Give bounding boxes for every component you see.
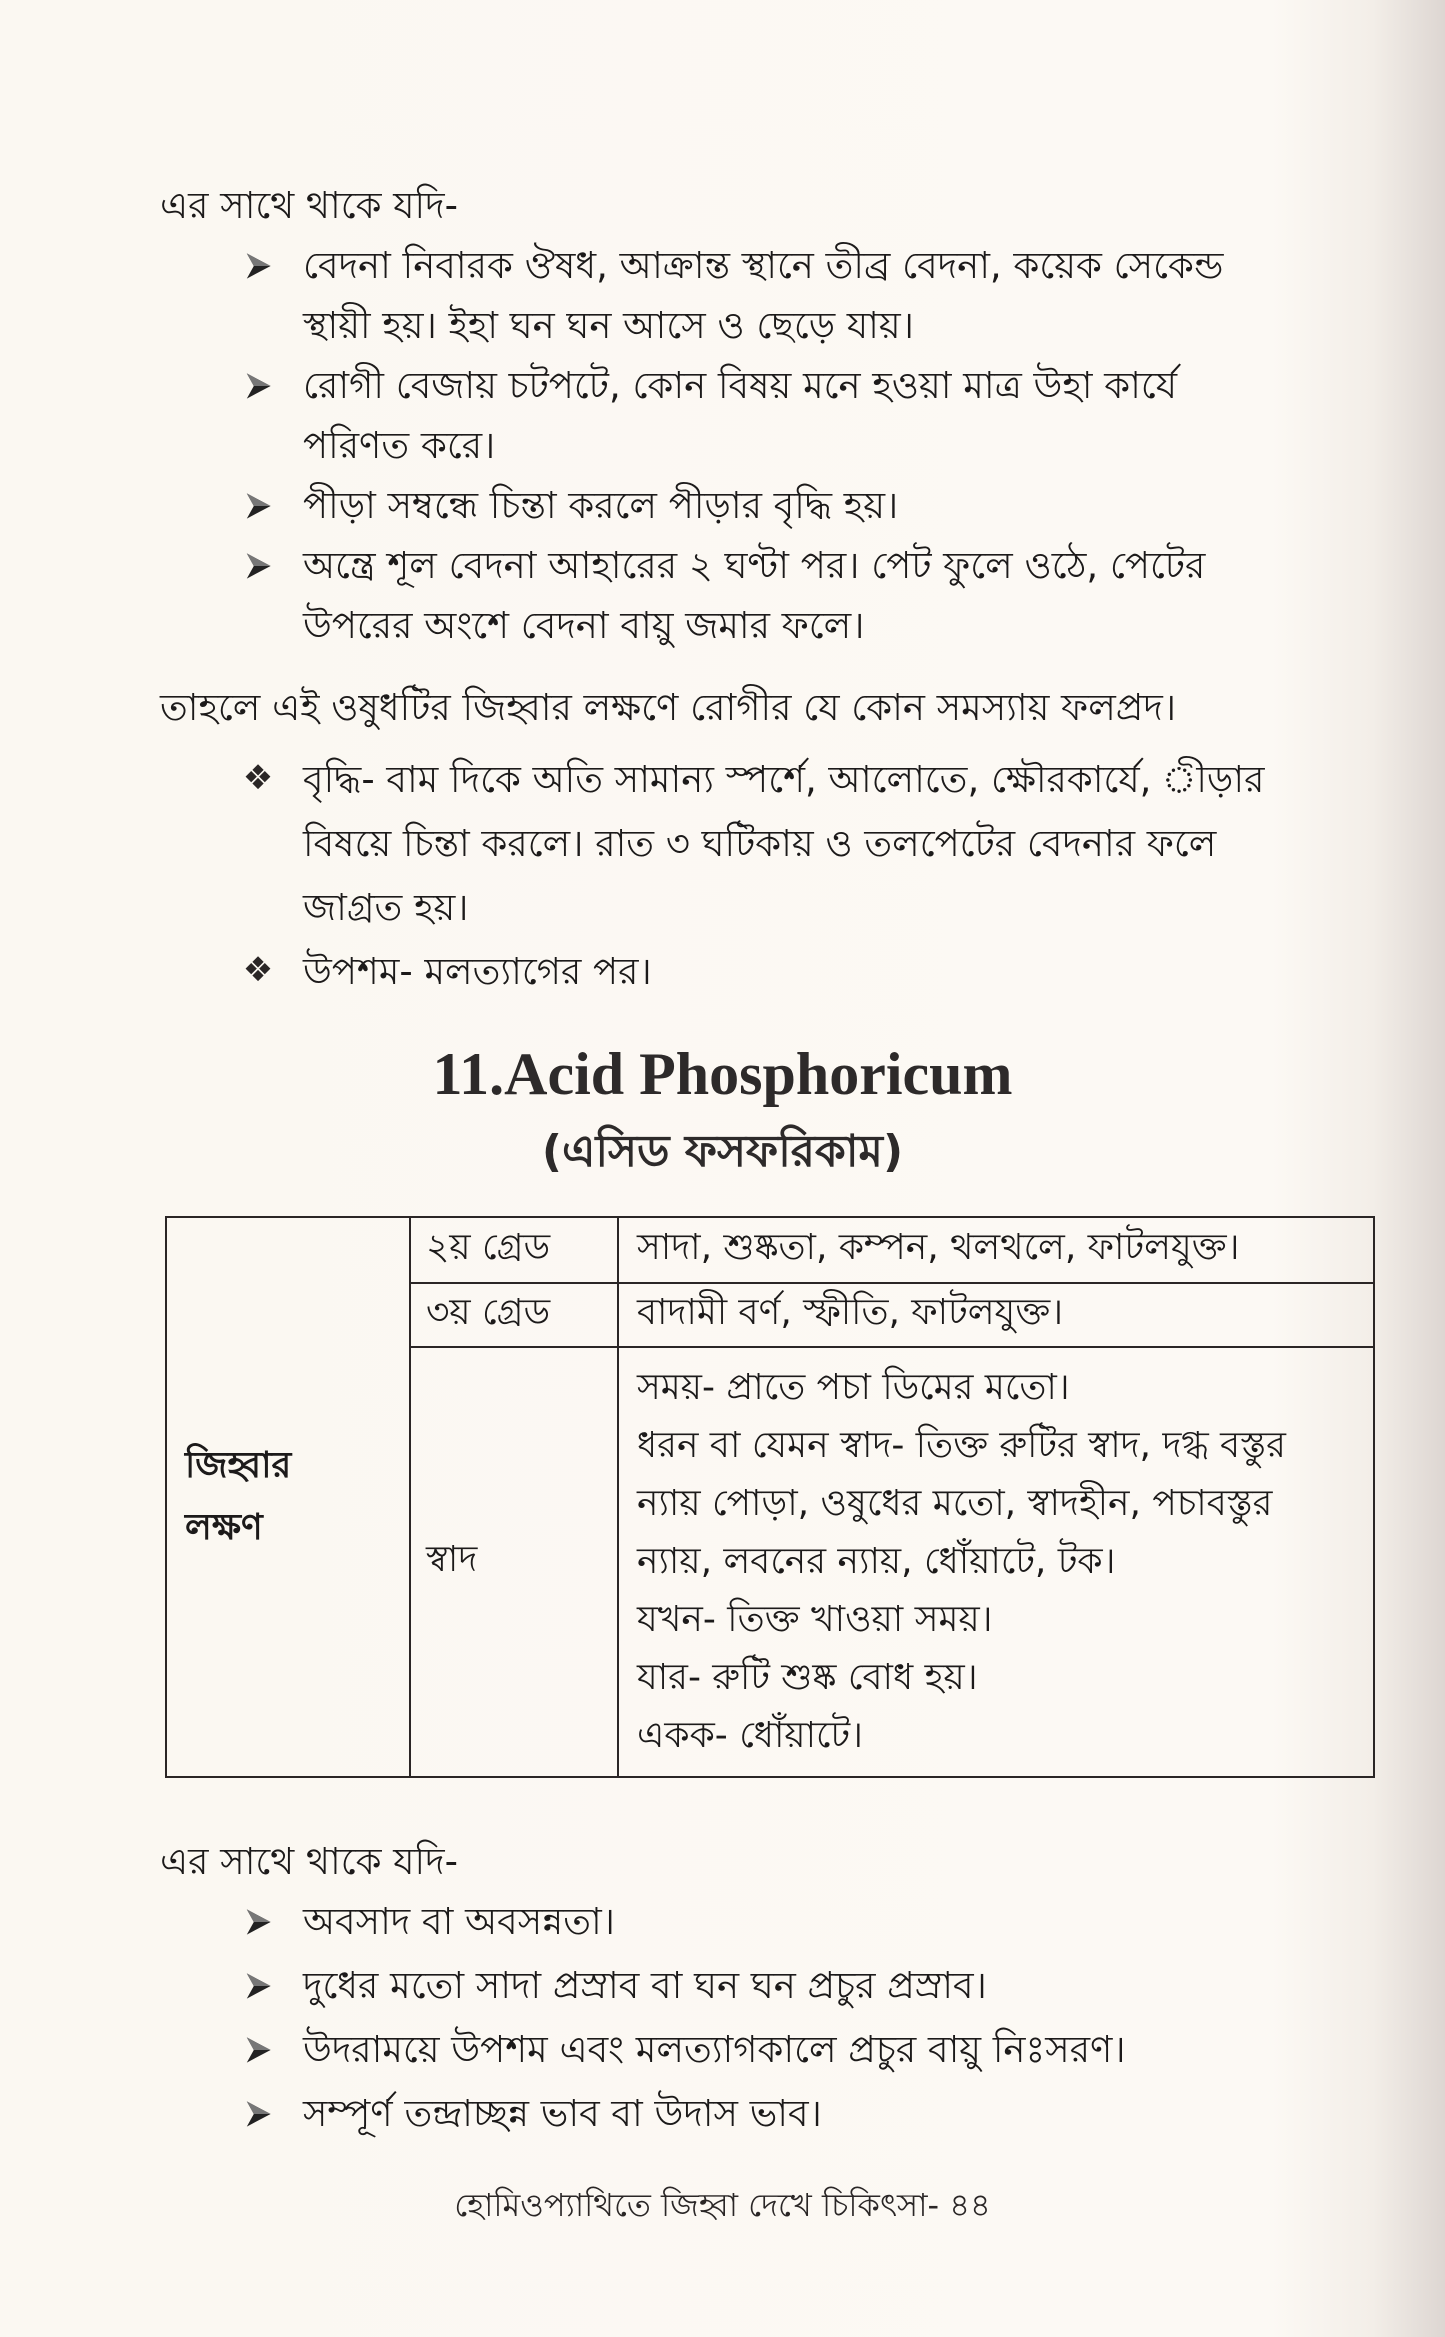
list-item: অন্ত্রে শূল বেদনা আহারের ২ ঘণ্টা পর। পেট ফুলে ওঠে, পেটের উপরের অংশে বেদনা বায়ু জমার ফলে। [160,536,1390,656]
row-header-cell: জিহ্বার লক্ষণ [166,1217,410,1777]
list-item: ❖ উপশম- মলত্যাগের পর। [160,940,1390,1004]
arrow-bullet-icon [238,1890,278,1954]
arrow-bullet-icon [238,2018,278,2082]
symptom-list-top [160,236,1390,656]
list-item: অবসাদ বা অবসন্নতা। [160,1890,1390,1954]
grade-label-cell: ২য় গ্রেড [410,1217,618,1283]
list-item: বেদনা নিবারক ঔষধ, আক্রান্ত স্থানে তীব্র বেদনা, কয়েক সেকেন্ড স্থায়ী হয়। ইহা ঘন ঘন আসে ও ছেড়ে যায়। [160,236,1390,356]
arrow-bullet-icon [238,356,278,416]
arrow-bullet-icon [238,536,278,596]
arrow-bullet-icon [238,476,278,536]
list-item: সম্পূর্ণ তন্দ্রাচ্ছন্ন ভাব বা উদাস ভাব। [160,2082,1390,2146]
tongue-symptom-table [165,1216,1375,1778]
taste-label-cell: স্বাদ [410,1347,618,1777]
section-intro: এর সাথে থাকে যদি- [160,184,458,227]
conclusion-text: তাহলে এই ওষুধটির জিহ্বার লক্ষণে রোগীর যে কোন সমস্যায় ফলপ্রদ। [160,686,1177,729]
list-item: দুধের মতো সাদা প্রস্রাব বা ঘন ঘন প্রচুর প্রস্রাব। [160,1954,1390,2018]
page-footer: হোমিওপ্যাথিতে জিহ্বা দেখে চিকিৎসা- ৪৪ [454,2186,991,2224]
symptom-list-bottom [160,1890,1390,2146]
section-intro: এর সাথে থাকে যদি- [160,1840,458,1883]
arrow-bullet-icon [238,236,278,296]
remedy-title-bengali: (এসিড ফসফরিকাম) [541,1126,904,1177]
list-item: উদরাময়ে উপশম এবং মলত্যাগকালে প্রচুর বায়ু নিঃসরণ। [160,2018,1390,2082]
grade-value-cell: বাদামী বর্ণ, স্ফীতি, ফাটলযুক্ত। [618,1283,1374,1347]
table-row [166,1217,1374,1283]
list-item: পীড়া সম্বন্ধে চিন্তা করলে পীড়ার বৃদ্ধি হয়। [160,476,1390,536]
remedy-title-english: 11.Acid Phosphoricum [432,1041,1013,1107]
diamond-bullet-icon: ❖ [242,758,274,798]
grade-value-cell: সাদা, শুষ্কতা, কম্পন, থলথলে, ফাটলযুক্ত। [618,1217,1374,1283]
arrow-bullet-icon [238,1954,278,2018]
diamond-bullet-icon: ❖ [242,950,274,990]
list-item: ❖ বৃদ্ধি- বাম দিকে অতি সামান্য স্পর্শে, আলোতে, ক্ষৌরকার্যে, ীড়ার বিষয়ে চিন্তা করলে। রাত ৩ ঘটিকায় ও তলপেটের বেদনার ফলে জাগ্রত হয়। [160,748,1390,940]
modality-list [160,748,1390,1004]
arrow-bullet-icon [238,2082,278,2146]
grade-label-cell: ৩য় গ্রেড [410,1283,618,1347]
list-item: রোগী বেজায় চটপটে, কোন বিষয় মনে হওয়া মাত্র উহা কার্যে পরিণত করে। [160,356,1390,476]
taste-value-cell: সময়- প্রাতে পচা ডিমের মতো। ধরন বা যেমন স্বাদ- তিক্ত রুটির স্বাদ, দগ্ধ বস্তুর ন্যায় পোড়া, ওষুধের মতো, স্বাদহীন, পচাবস্তুর ন্যায়, লবনের ন্যায়, ধোঁয়াটে, টক। যখন- তিক্ত খাওয়া সময়। যার- রুটি শুষ্ক বোধ হয়। একক- ধোঁয়াটে। [618,1347,1374,1777]
